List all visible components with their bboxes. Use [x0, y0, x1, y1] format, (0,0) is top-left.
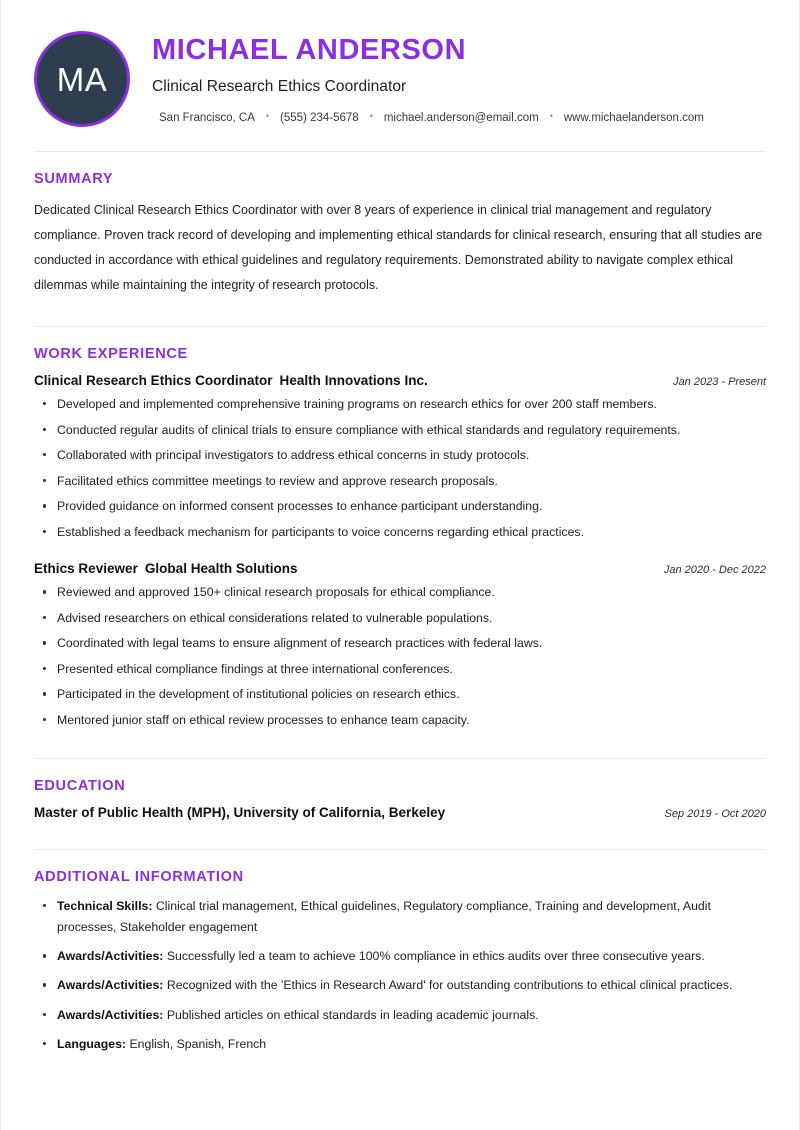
experience-title-company	[34, 373, 428, 388]
list-item: Collaborated with principal investigators to address ethical concerns in study protocols.	[38, 446, 766, 465]
additional-info-label: Awards/Activities:	[57, 978, 164, 993]
list-item: Established a feedback mechanism for participants to voice concerns regarding ethical practices.	[38, 523, 766, 542]
education-degree: Master of Public Health (MPH), University of California, Berkeley	[34, 805, 446, 821]
list-item	[38, 946, 766, 967]
list-item: Advised researchers on ethical considerations related to vulnerable populations.	[38, 609, 766, 628]
headline-job-title: Clinical Research Ethics Coordinator	[152, 77, 407, 95]
section-divider	[34, 758, 766, 759]
experience-entry-header	[34, 561, 766, 576]
experience-title-company	[34, 561, 298, 576]
additional-info-value: Successfully led a team to achieve 100% compliance in ethics audits over three consecutive years.	[166, 949, 705, 964]
bullet-separator-icon: •	[549, 111, 553, 122]
education-entry	[34, 805, 766, 820]
education-dates: Sep 2019 - Oct 2020	[664, 808, 766, 821]
list-item	[38, 1034, 766, 1055]
additional-info-label: Awards/Activities:	[57, 949, 164, 964]
section-additional-information	[34, 849, 766, 1055]
list-item	[38, 896, 766, 938]
list-item: Presented ethical compliance findings at three international conferences.	[38, 660, 766, 679]
list-item: Provided guidance on informed consent processes to enhance participant understanding.	[38, 497, 766, 516]
avatar-initials: MA	[56, 60, 108, 98]
contact-email[interactable]: michael.anderson@email.com	[383, 111, 539, 124]
list-item: Mentored junior staff on ethical review processes to enhance team capacity.	[38, 711, 766, 730]
contact-phone[interactable]: (555) 234-5678	[280, 111, 359, 124]
entry-spacer	[34, 548, 766, 561]
experience-dates: Jan 2023 - Present	[673, 376, 766, 388]
experience-bullet-list	[38, 395, 766, 542]
experience-entry	[34, 373, 766, 542]
list-item	[38, 1005, 766, 1026]
avatar	[34, 31, 130, 127]
section-title-work-experience: WORK EXPERIENCE	[34, 346, 188, 362]
list-item: Facilitated ethics committee meetings to review and approve research proposals.	[38, 472, 766, 491]
list-item: Reviewed and approved 150+ clinical research proposals for ethical compliance.	[38, 583, 766, 602]
contact-info	[152, 112, 766, 124]
list-item	[38, 975, 766, 996]
experience-job-title: Clinical Research Ethics Coordinator	[34, 373, 273, 388]
experience-company: Health Innovations Inc.	[279, 373, 428, 388]
experience-company: Global Health Solutions	[144, 561, 298, 577]
section-education	[34, 758, 766, 820]
contact-location: San Francisco, CA	[159, 111, 255, 124]
section-title-additional-information: ADDITIONAL INFORMATION	[34, 869, 244, 886]
section-divider	[34, 326, 766, 327]
additional-info-value: Published articles on ethical standards in leading academic journals.	[166, 1007, 539, 1022]
section-summary	[34, 151, 766, 298]
additional-info-value: English, Spanish, French	[129, 1036, 267, 1051]
page-title: MICHAEL ANDERSON	[152, 34, 467, 66]
additional-info-value: Clinical trial management, Ethical guidelines, Regulatory compliance, Training and development, Audit processes, Stakeholder engagement	[57, 899, 711, 935]
bullet-separator-icon: •	[265, 111, 270, 122]
list-item: Conducted regular audits of clinical trials to ensure compliance with ethical standards and regulatory requirements.	[38, 421, 766, 440]
additional-info-label: Languages:	[57, 1036, 127, 1051]
additional-info-list	[38, 896, 766, 1055]
bullet-separator-icon: •	[369, 111, 373, 122]
experience-entry-header	[34, 373, 766, 388]
section-work-experience	[34, 326, 766, 730]
list-item: Participated in the development of institutional policies on research ethics.	[38, 685, 766, 704]
additional-info-value: Recognized with the 'Ethics in Research Award' for outstanding contributions to ethical clinical practices.	[166, 978, 733, 993]
section-title-education: EDUCATION	[34, 778, 126, 795]
summary-text: Dedicated Clinical Research Ethics Coordinator with over 8 years of experience in clinical trial management and regulatory compliance. Proven track record of developing and implementing ethical standards for clinical research, ensuring that all studies are conducted in accordance with ethical guidelines and regulatory requirements. Demonstrated ability to navigate complex ethical dilemmas while maintaining the integrity of research protocols.	[34, 203, 763, 292]
experience-job-title: Ethics Reviewer	[34, 561, 138, 577]
experience-entry	[34, 561, 766, 730]
list-item: Coordinated with legal teams to ensure alignment of research practices with federal laws.	[38, 634, 766, 653]
experience-bullet-list	[38, 583, 766, 730]
section-divider	[34, 151, 766, 152]
resume-header	[34, 0, 766, 133]
experience-dates: Jan 2020 - Dec 2022	[663, 564, 766, 577]
section-title-summary: SUMMARY	[34, 171, 114, 187]
section-divider	[34, 849, 766, 850]
additional-info-label: Awards/Activities:	[57, 1007, 164, 1022]
list-item: Developed and implemented comprehensive training programs on research ethics for over 200 staff members.	[38, 395, 766, 414]
contact-website[interactable]: www.michaelanderson.com	[563, 111, 704, 124]
additional-info-label: Technical Skills:	[57, 899, 153, 914]
header-text-block	[130, 27, 766, 124]
